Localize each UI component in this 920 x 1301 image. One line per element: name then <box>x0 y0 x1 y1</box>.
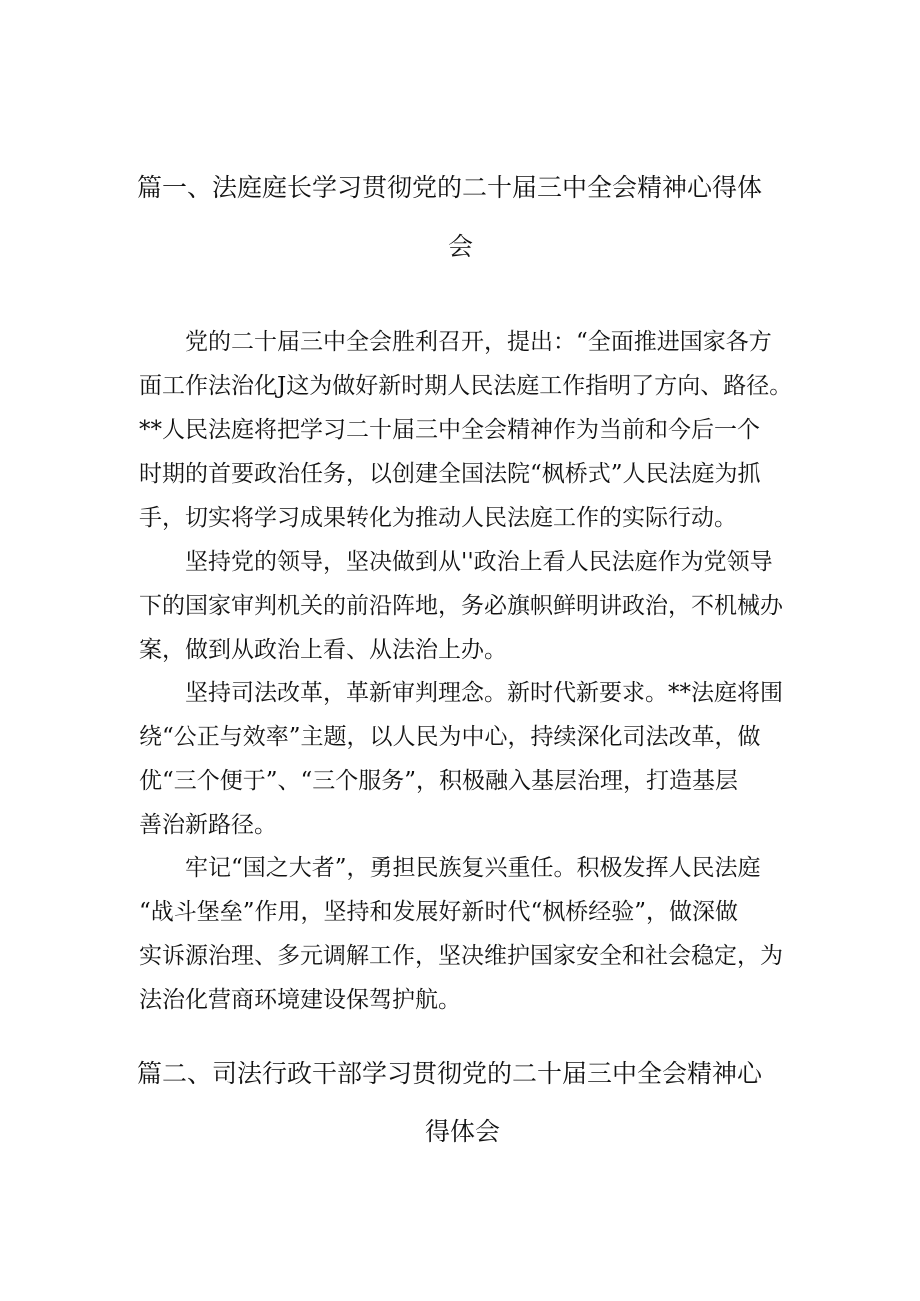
paragraph-2-line-2: 下的国家审判机关的前沿阵地，务必旗帜鲜明讲政治，不机械办 <box>139 593 783 619</box>
paragraph-3-line-1: 坚持司法改革，革新审判理念。新时代新要求。**法庭将围 <box>185 680 783 706</box>
paragraph-1-line-1: 党的二十届三中全会胜利召开，提出：“全面推进国家各方 <box>185 329 772 355</box>
paragraph-2-line-1: 坚持党的领导，坚决做到从''政治上看人民法庭作为党领导 <box>185 549 773 575</box>
paragraph-1-line-3: **人民法庭将把学习二十届三中全会精神作为当前和今后一个 <box>139 417 760 443</box>
section-1-title-line-1: 篇一、法庭庭长学习贯彻党的二十届三中全会精神心得体 <box>137 173 763 202</box>
paragraph-1-line-5: 手，切实将学习成果转化为推动人民法庭工作的实际行动。 <box>139 505 737 531</box>
paragraph-1-line-4: 时期的首要政治任务，以创建全国法院“枫桥式”人民法庭为抓 <box>139 461 761 487</box>
paragraph-4-line-2: “战斗堡垒”作用，坚持和发展好新时代“枫桥经验”，做深做 <box>139 899 739 925</box>
section-2-title-line-1: 篇二、司法行政干部学习贯彻党的二十届三中全会精神心 <box>137 1059 763 1088</box>
paragraph-4-line-1: 牢记“国之大者”，勇担民族复兴重任。积极发挥人民法庭 <box>185 855 761 881</box>
paragraph-4-line-3: 实诉源治理、多元调解工作，坚决维护国家安全和社会稳定，为 <box>139 943 783 969</box>
section-1-title-line-2: 会 <box>448 232 474 261</box>
paragraph-3-line-4: 善治新路径。 <box>139 812 277 838</box>
paragraph-3-line-3: 优“三个便于”、“三个服务”，积极融入基层治理，打造基层 <box>139 768 739 794</box>
paragraph-2-line-3: 案，做到从政治上看、从法治上办。 <box>139 637 507 663</box>
paragraph-1-line-2: 面工作法治化J这为做好新时期人民法庭工作指明了方向、路径。 <box>139 373 793 399</box>
section-2-title-line-2: 得体会 <box>425 1117 501 1146</box>
paragraph-4-line-4: 法治化营商环境建设保驾护航。 <box>139 987 461 1013</box>
paragraph-3-line-2: 绕“公正与效率”主题，以人民为中心，持续深化司法改革，做 <box>139 724 761 750</box>
